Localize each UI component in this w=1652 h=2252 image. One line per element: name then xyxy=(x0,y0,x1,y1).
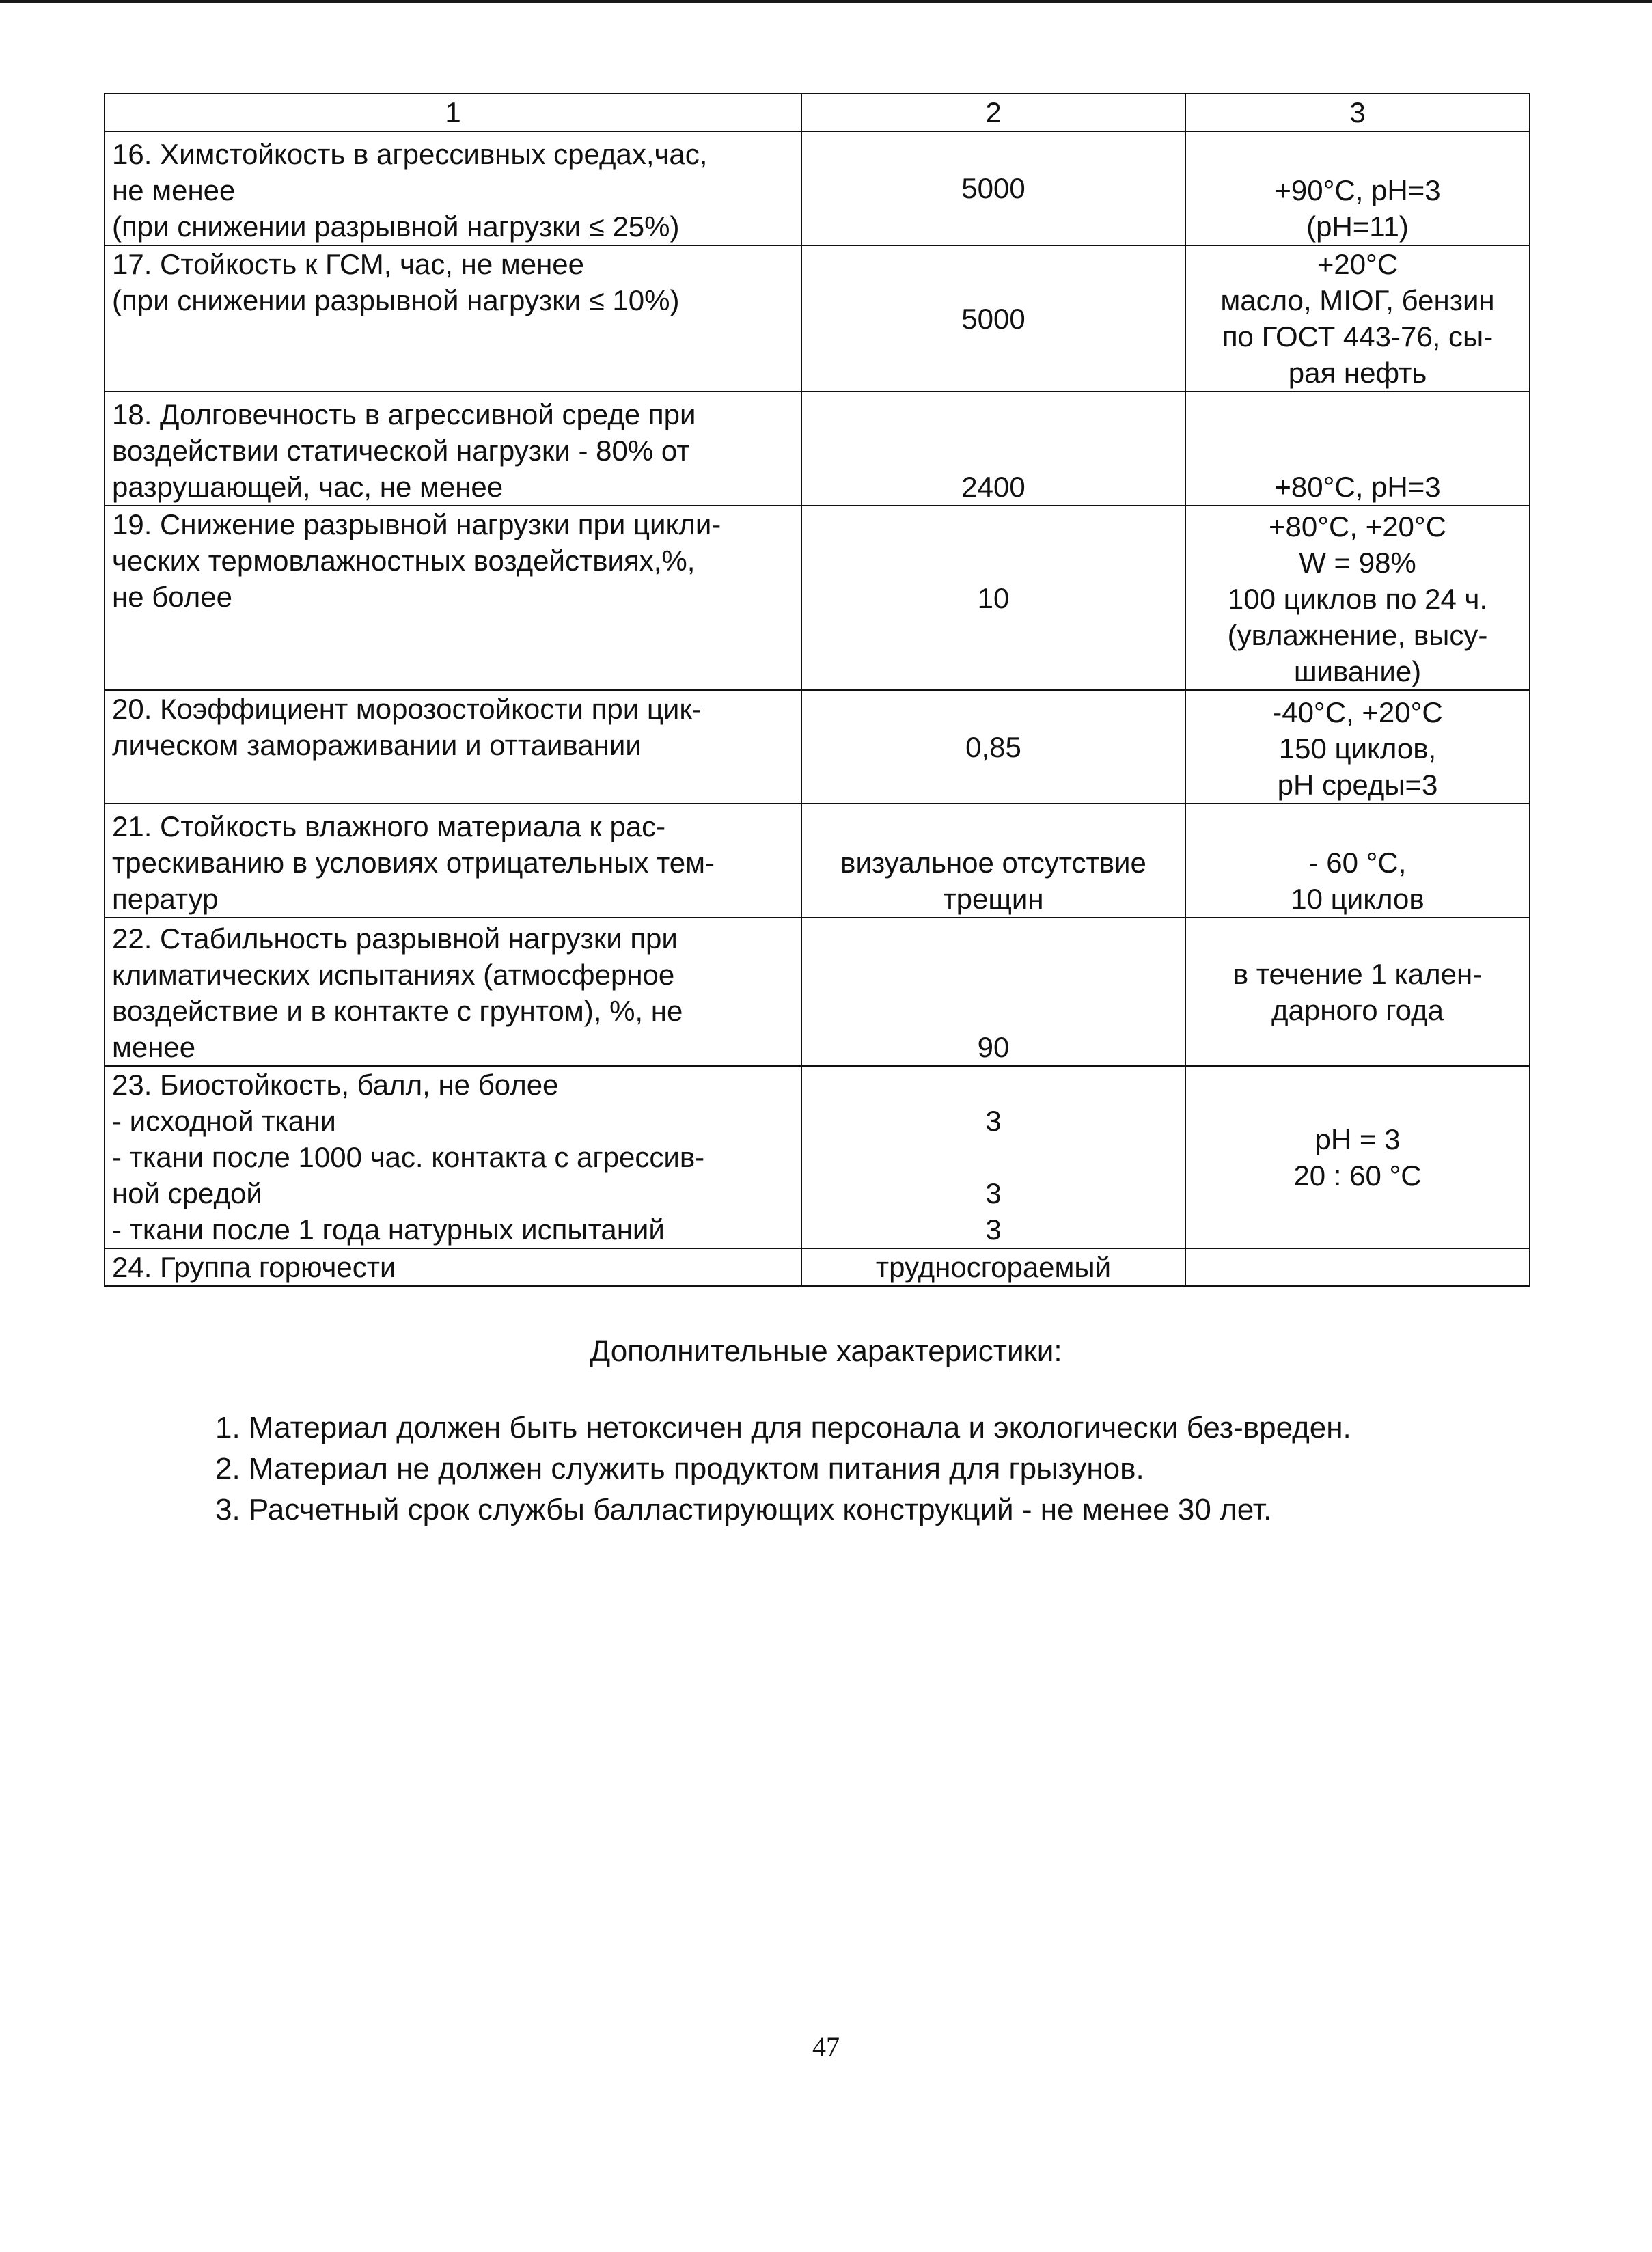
cell-text: -40°С, +20°С xyxy=(1272,696,1443,728)
cell-text: рН среды=3 xyxy=(1277,769,1438,801)
column-header-3: 3 xyxy=(1185,94,1530,131)
property-cell xyxy=(105,918,801,1066)
top-border-line xyxy=(0,0,1652,3)
cell-text: +80°С, +20°С xyxy=(1268,510,1447,543)
cell-text: (увлажнение, высу- xyxy=(1227,619,1488,651)
cell-text: трескиванию в условиях отрицательных тем- xyxy=(112,847,715,879)
cell-text: 5000 xyxy=(961,302,1025,335)
cell-text: 3 xyxy=(985,1213,1002,1246)
cell-text: (рН=11) xyxy=(1306,210,1409,243)
value-cell xyxy=(801,918,1185,1066)
cell-text: 2400 xyxy=(961,471,1025,503)
conditions-cell xyxy=(1185,131,1530,245)
cell-text: разрушающей, час, не менее xyxy=(112,471,504,503)
value-cell xyxy=(801,131,1185,245)
property-cell xyxy=(105,804,801,918)
property-cell xyxy=(105,245,801,392)
cell-text: 24. Группа горючести xyxy=(112,1251,396,1283)
cell-text: - исходной ткани xyxy=(112,1105,336,1137)
conditions-cell xyxy=(1185,1248,1530,1286)
cell-text: 150 циклов, xyxy=(1278,732,1437,765)
table-row xyxy=(105,506,1530,690)
property-cell xyxy=(105,690,801,804)
cell-text: менее xyxy=(112,1031,196,1063)
cell-text: не менее xyxy=(112,174,236,206)
cell-text: (при снижении разрывной нагрузки ≤ 25%) xyxy=(112,210,680,243)
cell-text: W = 98% xyxy=(1299,547,1416,579)
cell-text: 100 циклов по 24 ч. xyxy=(1227,583,1488,615)
conditions-cell xyxy=(1185,392,1530,506)
cell-text: трудносгораемый xyxy=(875,1251,1112,1283)
note-item: 3. Расчетный срок службы балластирующих конструкций - не менее 30 лет. xyxy=(215,1493,1272,1526)
conditions-cell xyxy=(1185,506,1530,690)
value-cell xyxy=(801,506,1185,690)
cell-text: 23. Биостойкость, балл, не более xyxy=(112,1069,559,1101)
conditions-cell xyxy=(1185,918,1530,1066)
cell-text: +20°С xyxy=(1317,248,1399,280)
cell-text: масло, МIОГ, бензин xyxy=(1220,284,1495,316)
cell-text: воздействии статической нагрузки - 80% от xyxy=(112,435,690,467)
note-item: 2. Материал не должен служить продуктом питания для грызунов. xyxy=(215,1452,1144,1485)
table-row xyxy=(105,131,1530,245)
cell-text xyxy=(809,1139,1178,1175)
cell-text: 3 xyxy=(985,1105,1002,1137)
column-header-1: 1 xyxy=(105,94,801,131)
cell-text: +80°С, рН=3 xyxy=(1274,471,1441,503)
table-row xyxy=(105,392,1530,506)
conditions-cell xyxy=(1185,245,1530,392)
cell-text: 10 циклов xyxy=(1291,883,1424,915)
cell-text: - ткани после 1 года натурных испытаний xyxy=(112,1213,665,1246)
cell-text: +90°С, рН=3 xyxy=(1274,174,1441,206)
cell-text: климатических испытаниях (атмосферное xyxy=(112,959,675,991)
property-cell xyxy=(105,131,801,245)
value-cell xyxy=(801,392,1185,506)
cell-text: 18. Долговечность в агрессивной среде при xyxy=(112,398,696,430)
cell-text: (при снижении разрывной нагрузки ≤ 10%) xyxy=(112,284,680,316)
table-header-row xyxy=(105,94,1530,131)
page-number: 47 xyxy=(812,2031,840,2062)
value-cell xyxy=(801,1066,1185,1248)
property-cell xyxy=(105,1248,801,1286)
table-row xyxy=(105,1248,1530,1286)
value-cell xyxy=(801,245,1185,392)
table-row xyxy=(105,918,1530,1066)
cell-text: ператур xyxy=(112,883,219,915)
cell-text: ной средой xyxy=(112,1177,262,1209)
cell-text: ческих термовлажностных воздействиях,%, xyxy=(112,545,696,577)
cell-text: 90 xyxy=(977,1031,1010,1063)
cell-text: дарного года xyxy=(1271,993,1444,1026)
cell-text: - ткани после 1000 час. контакта с агрессив- xyxy=(112,1141,705,1173)
table-row xyxy=(105,804,1530,918)
specifications-table xyxy=(104,93,1530,1287)
table-row xyxy=(105,690,1530,804)
cell-text: воздействие и в контакте с грунтом), %, не xyxy=(112,995,683,1027)
cell-text: 21. Стойкость влажного материала к рас- xyxy=(112,810,666,842)
property-cell xyxy=(105,506,801,690)
note-item: 1. Материал должен быть нетоксичен для персонала и экологически без-вреден. xyxy=(215,1411,1351,1444)
cell-text: лическом замораживании и оттаивании xyxy=(112,729,642,761)
cell-text: 20. Коэффициент морозостойкости при цик- xyxy=(112,693,702,725)
cell-text: 20 : 60 °С xyxy=(1293,1159,1422,1192)
cell-text: 19. Снижение разрывной нагрузки при цикли- xyxy=(112,508,721,540)
cell-text: трещин xyxy=(943,883,1044,915)
table-row xyxy=(105,1066,1530,1248)
section-title: Дополнительные характеристики: xyxy=(590,1334,1062,1368)
cell-text: в течение 1 кален- xyxy=(1233,957,1483,990)
cell-text: 22. Стабильность разрывной нагрузки при xyxy=(112,922,678,955)
cell-text: 3 xyxy=(985,1177,1002,1209)
cell-text: 10 xyxy=(977,581,1010,614)
cell-text: 5000 xyxy=(961,172,1025,204)
cell-text: по ГОСТ 443-76, сы- xyxy=(1222,320,1493,353)
cell-text: шивание) xyxy=(1293,655,1422,687)
cell-text: визуальное отсутствие xyxy=(840,847,1146,879)
conditions-cell xyxy=(1185,1066,1530,1248)
value-cell xyxy=(801,1248,1185,1286)
additional-notes xyxy=(106,1408,1445,1530)
cell-text: не более xyxy=(112,581,232,613)
conditions-cell xyxy=(1185,804,1530,918)
property-cell xyxy=(105,392,801,506)
conditions-cell xyxy=(1185,690,1530,804)
column-header-2: 2 xyxy=(801,94,1185,131)
value-cell xyxy=(801,804,1185,918)
property-cell xyxy=(105,1066,801,1248)
cell-text: рН = 3 xyxy=(1314,1123,1401,1155)
cell-text: рая нефть xyxy=(1288,357,1427,389)
table-row xyxy=(105,245,1530,392)
cell-text xyxy=(809,1067,1178,1103)
cell-text: - 60 °С, xyxy=(1308,847,1407,879)
cell-text: 0,85 xyxy=(965,730,1021,763)
value-cell xyxy=(801,690,1185,804)
cell-text: 16. Химстойкость в агрессивных средах,час, xyxy=(112,138,708,170)
cell-text: 17. Стойкость к ГСМ, час, не менее xyxy=(112,248,584,280)
